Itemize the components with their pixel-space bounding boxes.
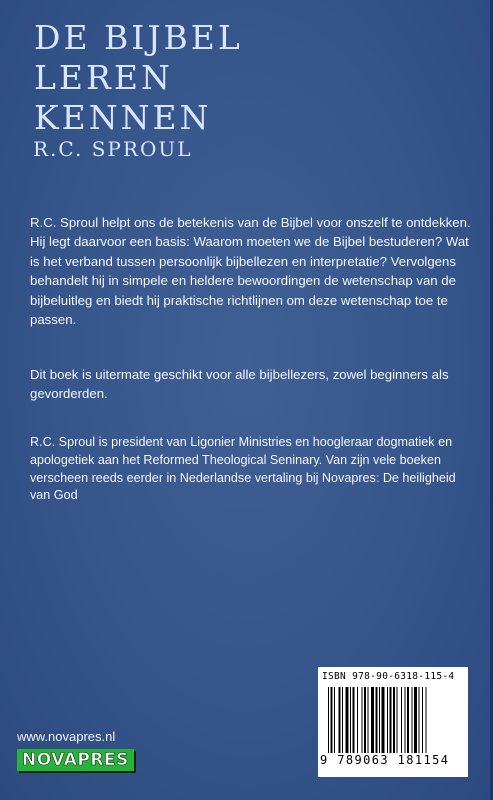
audience-paragraph: Dit boek is uitermate geschikt voor alle bijbellezers, zowel beginners als gevorderden. — [30, 367, 449, 402]
isbn-text: ISBN 978-90-6318-115-4 — [322, 671, 455, 682]
title-line-3: KENNEN — [34, 98, 212, 137]
publisher-logo: NOVAPRES — [17, 749, 134, 771]
description-paragraph: R.C. Sproul helpt ons de betekenis van de Bijbel voor onszelf te ontdekken. Hij legt daarvoor een basis: Waarom moeten we de Bijbel bestuderen? Wat is het verband tussen persoonlijk bijbellezen en interpretatie? Vervolgens behandelt hij in simpele en heldere bewoordingen de wetenschap van de bijbeluitleg en biedt hij praktische richtlijnen om deze wetenschap toe te passen. — [30, 215, 471, 328]
title-line-1: DE BIJBEL — [34, 18, 243, 57]
title-line-2: LEREN — [34, 58, 173, 97]
author-bio-paragraph: R.C. Sproul is president van Ligonier Ministries en hoogleraar dogmatiek en apologetiek aan het Reformed Theological Seninary. Van zijn vele boeken verscheen reeds eerder in Nederlandse vertaling bij Novapres: De heiligheid van God — [30, 435, 456, 503]
publisher-website: www.novapres.nl — [17, 729, 116, 744]
author-name: R.C. SPROUL — [33, 137, 193, 161]
barcode-panel — [318, 667, 468, 777]
ean-number: 9 789063 181154 — [320, 753, 450, 767]
barcode-icon — [326, 687, 462, 753]
book-title — [34, 18, 254, 138]
